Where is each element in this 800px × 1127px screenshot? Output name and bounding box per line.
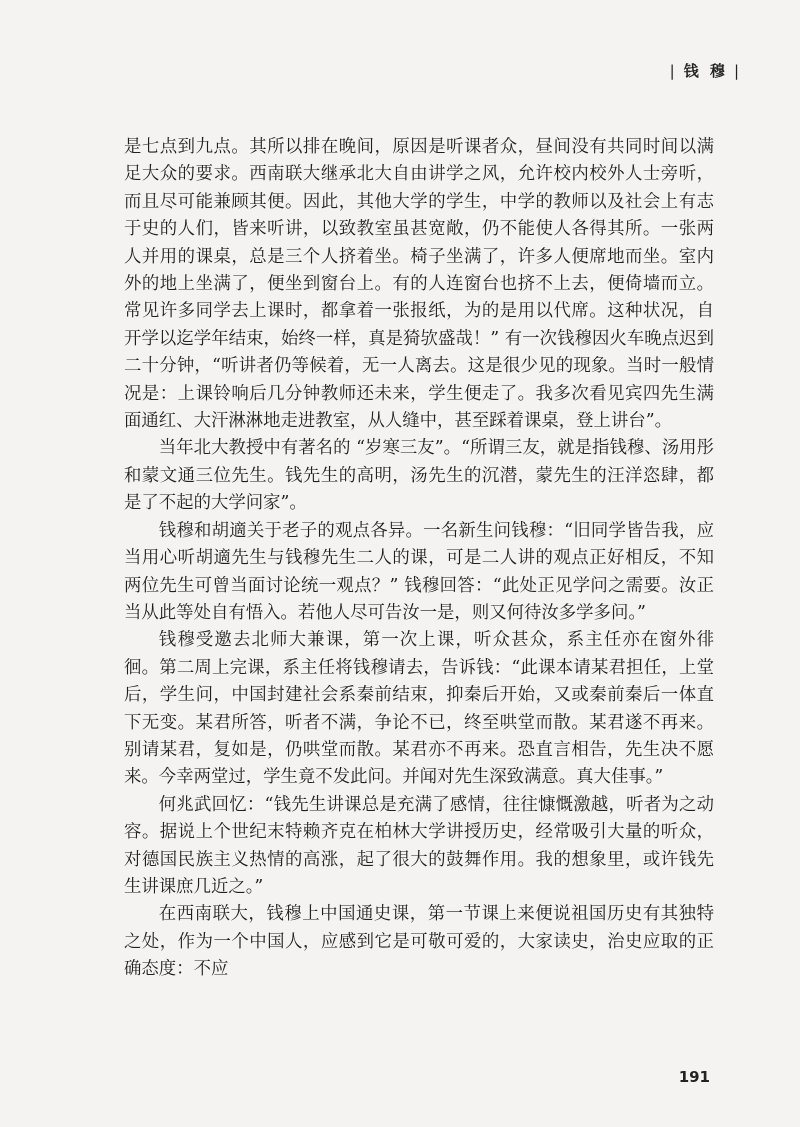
header-bar-left: | (669, 62, 678, 80)
running-header (664, 60, 748, 81)
paragraph: 钱穆和胡適关于老子的观点各异。一名新生问钱穆：“旧同学皆告我，应当用心听胡適先生与钱穆先生二人的课，可是二人讲的观点正好相反，不知两位先生可曾当面讨论统一观点？” 钱穆回答：“此处正见学问之需要。汝正当从此等处自有悟入。若他人尽可告汝一是，则又何待汝多学多问。” (124, 520, 714, 623)
paragraph: 何兆武回忆：“钱先生讲课总是充满了感情，往往慷慨激越，听者为之动容。据说上个世纪末特赖齐克在柏林大学讲授历史，经常吸引大量的听众，对德国民族主义热情的高涨，起了很大的鼓舞作用。我的想象里，或许钱先生讲课庶几近之。” (124, 794, 714, 897)
body-text (124, 134, 714, 984)
paragraph: 当年北大教授中有著名的 “岁寒三友”。“所谓三友，就是指钱穆、汤用彤和蒙文通三位先生。钱先生的高明，汤先生的沉潜，蒙先生的汪洋恣肆，都是了不起的大学问家”。 (124, 438, 714, 514)
page-number: 191 (678, 1068, 710, 1086)
header-bar-right: | (733, 62, 742, 80)
header-title: 钱 穆 (683, 62, 728, 80)
paragraph: 在西南联大，钱穆上中国通史课，第一节课上来便说祖国历史有其独特之处，作为一个中国人，应感到它是可敬可爱的，大家读史，治史应取的正确态度：不应 (124, 904, 714, 980)
paragraph-continued: 是七点到九点。其所以排在晚间，原因是听课者众，昼间没有共同时间以满足大众的要求。西南联大继承北大自由讲学之风，允许校内校外人士旁听，而且尽可能兼顾其便。因此，其他大学的学生，中学的教师以及社会上有志于史的人们，皆来听讲，以致教室虽甚宽敞，仍不能使人各得其所。一张两人并用的课桌，总是三个人挤着坐。椅子坐满了，许多人便席地而坐。室内外的地上坐满了，便坐到窗台上。有的人连窗台也挤不上去，便倚墙而立。常见许多同学去上课时，都拿着一张报纸，为的是用以代席。这种状况，自开学以迄学年结束，始终一样，真是猗欤盛哉！” 有一次钱穆因火车晚点迟到二十分钟，“听讲者仍等候着，无一人离去。这是很少见的现象。当时一般情况是：上课铃响后几分钟教师还未来，学生便走了。我多次看见宾四先生满面通红、大汗淋淋地走进教室，从人缝中，甚至踩着课桌，登上讲台”。 (124, 137, 714, 432)
paragraph: 钱穆受邀去北师大兼课，第一次上课，听众甚众，系主任亦在窗外徘徊。第二周上完课，系主任将钱穆请去，告诉钱：“此课本请某君担任，上堂后，学生问，中国封建社会系秦前结束，抑秦后开始，又或秦前秦后一体直下无变。某君所答，听者不满，争论不已，终至哄堂而散。某君遂不再来。别请某君，复如是，仍哄堂而散。某君亦不再来。恐直言相告，先生决不愿来。今幸两堂过，学生竟不发此问。并闻对先生深致满意。真大佳事。” (124, 630, 714, 788)
